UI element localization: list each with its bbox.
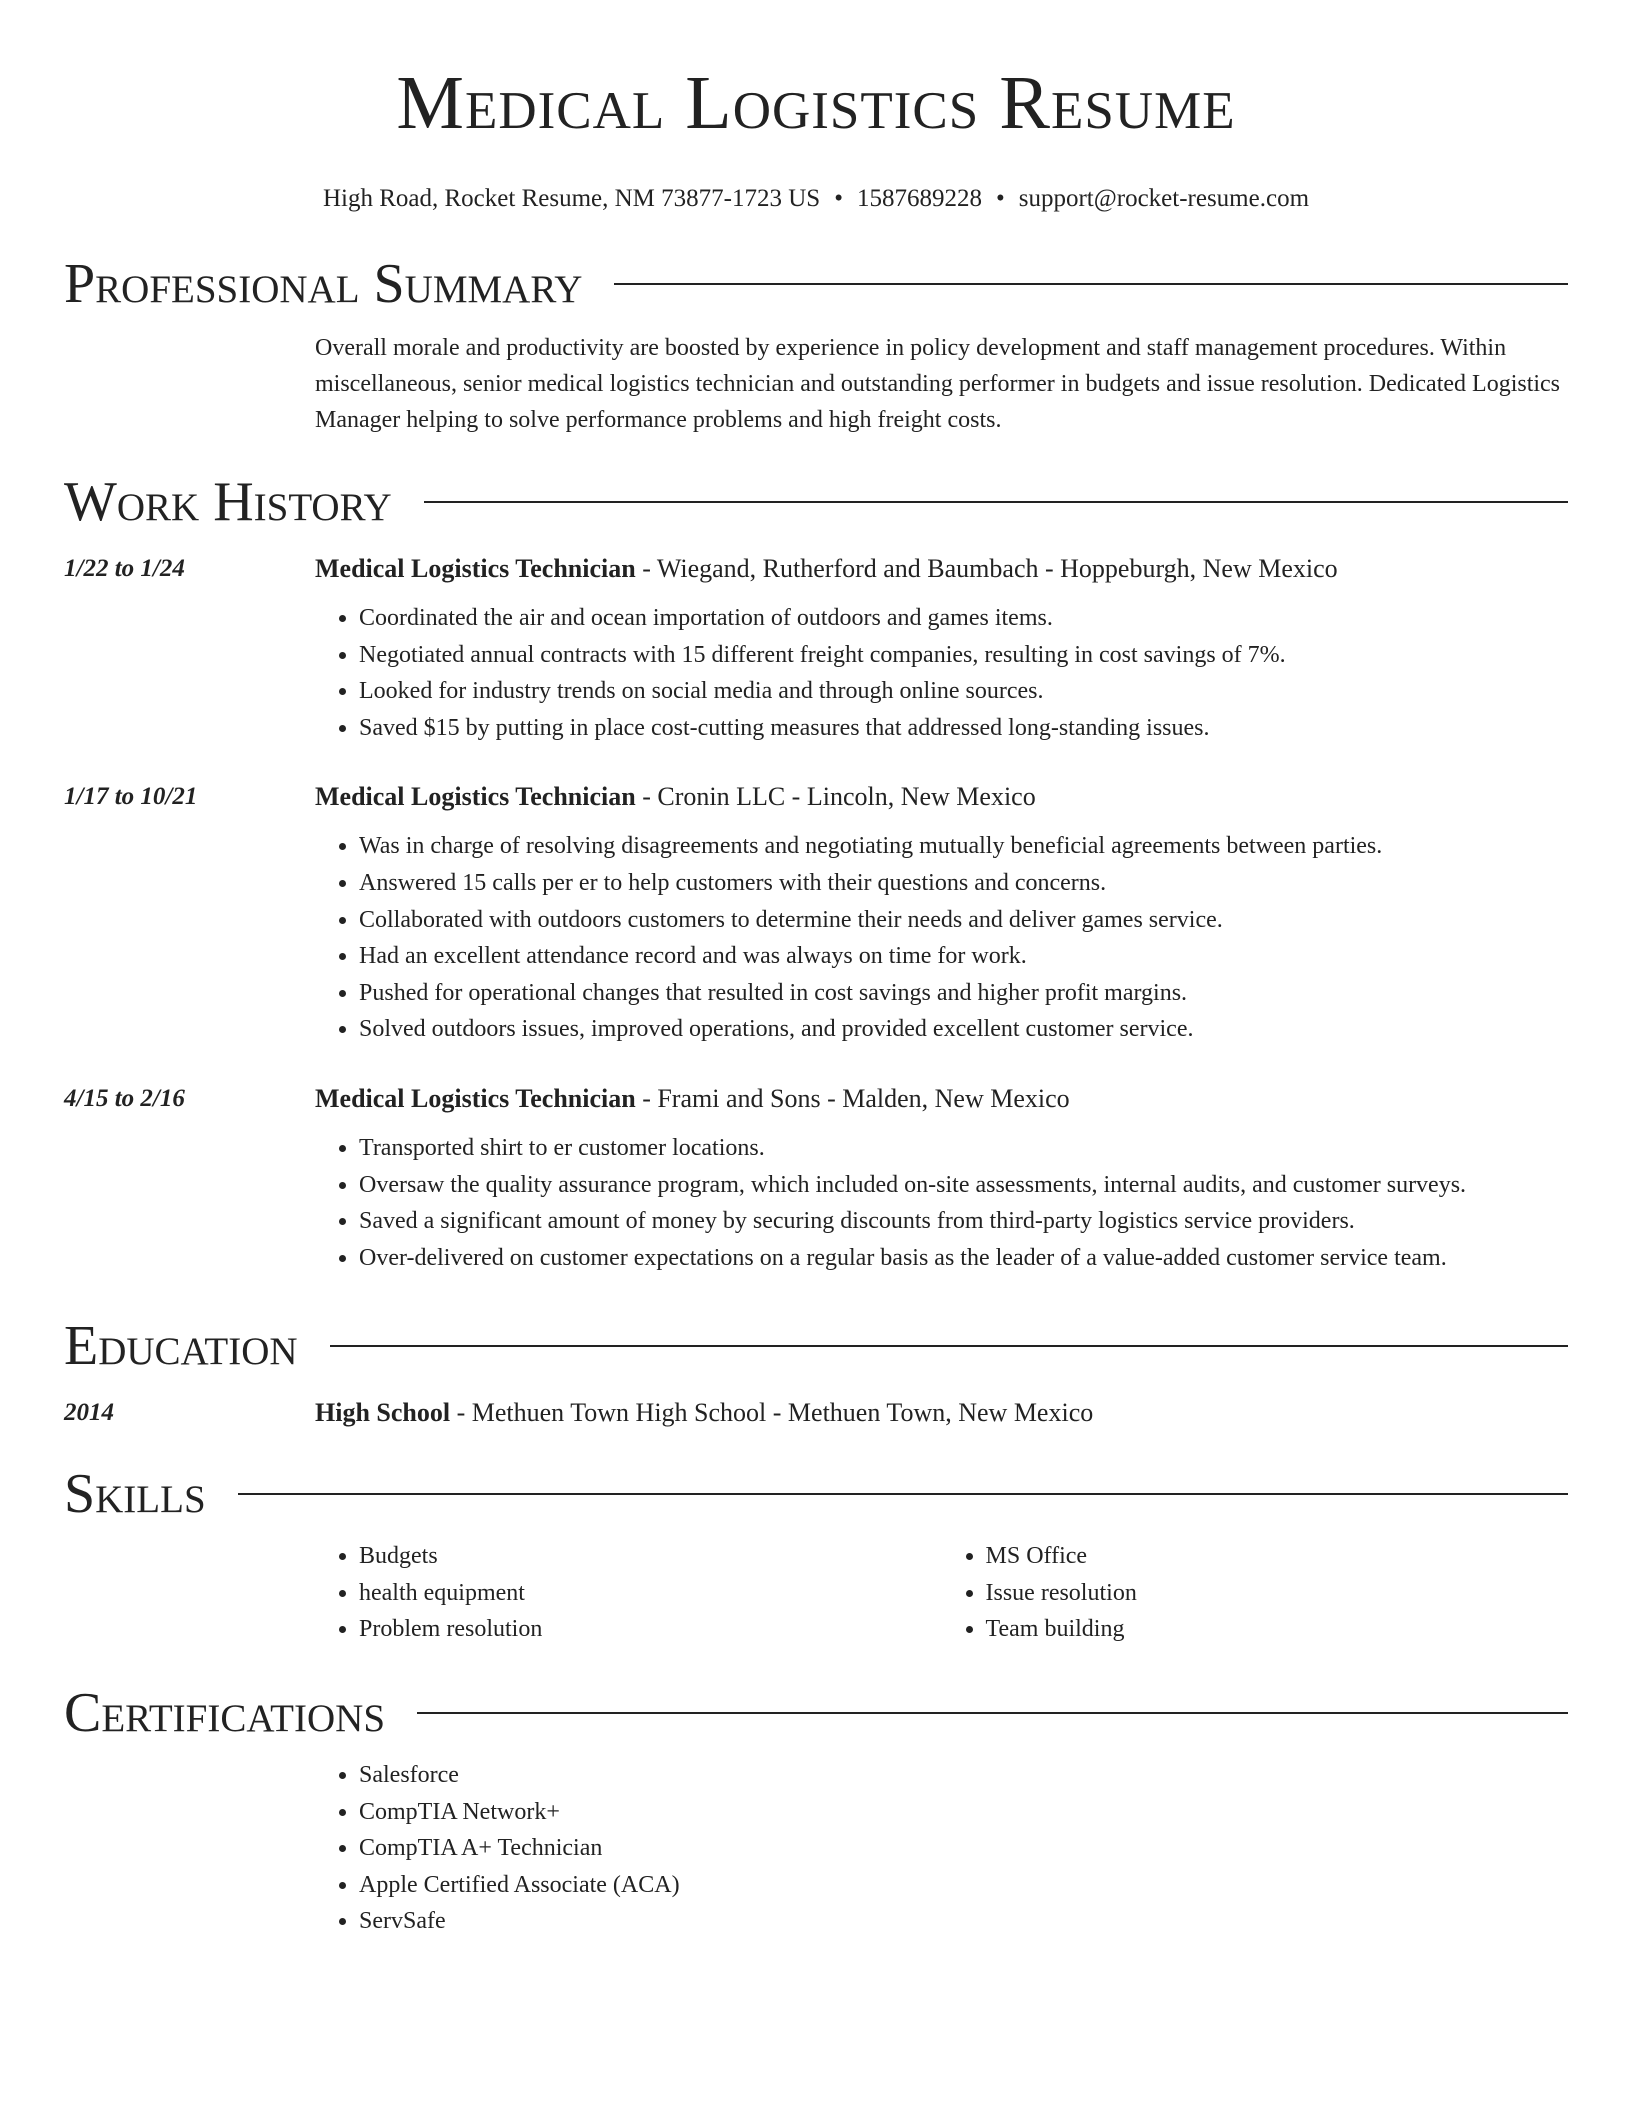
education-school: - Methuen Town High School - Methuen Town, New Mexico	[450, 1398, 1094, 1427]
list-item: • Team building	[986, 1611, 1569, 1648]
list-item: • Budgets	[359, 1538, 942, 1575]
summary-section	[64, 252, 1568, 438]
section-divider	[424, 501, 1568, 503]
list-item: • Negotiated annual contracts with 15 different freight companies, resulting in cost savings of 7%.	[359, 637, 1568, 674]
contact-email: support@rocket-resume.com	[1018, 185, 1310, 212]
skills-list-left	[315, 1538, 942, 1648]
list-item: • Oversaw the quality assurance program, which included on-site assessments, internal audits, and customer surveys.	[359, 1167, 1568, 1204]
contact-line	[0, 182, 1632, 216]
job-role: Medical Logistics Technician	[315, 1083, 636, 1113]
list-item: • Had an excellent attendance record and was always on time for work.	[359, 938, 1568, 975]
list-item: • Saved $15 by putting in place cost-cutting measures that addressed long-standing issues.	[359, 710, 1568, 747]
education-year: 2014	[64, 1399, 114, 1426]
job-heading	[315, 550, 1568, 588]
list-item: • Coordinated the air and ocean importation of outdoors and games items.	[359, 600, 1568, 637]
section-title: Certifications	[64, 1682, 386, 1744]
job-bullets	[315, 1130, 1568, 1276]
education-entry	[64, 1394, 1568, 1432]
job-entry	[64, 778, 1568, 1048]
list-item: • Looked for industry trends on social media and through online sources.	[359, 673, 1568, 710]
contact-separator: •	[995, 185, 1005, 212]
section-header	[64, 1681, 1568, 1745]
job-dates: 1/17 to 10/21	[64, 783, 198, 811]
job-company: - Frami and Sons - Malden, New Mexico	[635, 1083, 1070, 1113]
section-header	[64, 1462, 1568, 1526]
section-divider	[330, 1345, 1568, 1347]
skills-grid	[315, 1526, 1568, 1648]
list-item: • Saved a significant amount of money by securing discounts from third-party logistics service providers.	[359, 1203, 1568, 1240]
section-title: Work History	[64, 471, 392, 533]
section-header	[64, 1314, 1568, 1378]
skills-list-right	[942, 1538, 1569, 1648]
section-title: Skills	[64, 1463, 206, 1525]
list-item: • Collaborated with outdoors customers to determine their needs and deliver games service.	[359, 902, 1568, 939]
list-item: • Solved outdoors issues, improved operations, and provided excellent customer service.	[359, 1011, 1568, 1048]
list-item: • MS Office	[986, 1538, 1569, 1575]
job-heading	[315, 1080, 1568, 1118]
job-bullets	[315, 600, 1568, 746]
section-divider	[238, 1493, 1568, 1495]
list-item: • Answered 15 calls per er to help customers with their questions and concerns.	[359, 865, 1568, 902]
list-item: • Transported shirt to er customer locations.	[359, 1130, 1568, 1167]
section-title: Professional Summary	[64, 253, 583, 315]
certifications-section	[64, 1681, 1568, 1940]
work-history-section	[64, 470, 1568, 1276]
list-item: • CompTIA A+ Technician	[359, 1830, 1568, 1867]
section-header	[64, 252, 1568, 316]
list-item: • Pushed for operational changes that resulted in cost savings and higher profit margins.	[359, 975, 1568, 1012]
list-item: • Apple Certified Associate (ACA)	[359, 1867, 1568, 1904]
resume-title: Medical Logistics Resume	[396, 61, 1236, 145]
list-item: • Problem resolution	[359, 1611, 942, 1648]
list-item: • Salesforce	[359, 1757, 1568, 1794]
job-entry	[64, 1080, 1568, 1276]
job-company: - Cronin LLC - Lincoln, New Mexico	[635, 782, 1036, 812]
contact-separator: •	[834, 185, 843, 212]
list-item: • Issue resolution	[986, 1575, 1569, 1612]
list-item: • health equipment	[359, 1575, 942, 1612]
section-title: Education	[64, 1315, 298, 1377]
contact-address: High Road, Rocket Resume, NM 73877-1723 US	[322, 185, 821, 212]
list-item: • Was in charge of resolving disagreements and negotiating mutually beneficial agreements between parties.	[359, 828, 1568, 865]
job-company: - Wiegand, Rutherford and Baumbach - Hoppeburgh, New Mexico	[635, 554, 1338, 583]
list-item: • CompTIA Network+	[359, 1794, 1568, 1831]
list-item: • ServSafe	[359, 1903, 1568, 1940]
education-heading	[315, 1394, 1568, 1432]
job-role: Medical Logistics Technician	[315, 782, 636, 812]
education-degree: High School	[315, 1398, 451, 1427]
job-bullets	[315, 828, 1568, 1048]
job-role: Medical Logistics Technician	[315, 554, 636, 583]
job-dates: 1/22 to 1/24	[64, 555, 185, 582]
job-dates: 4/15 to 2/16	[64, 1084, 185, 1112]
summary-text: Overall morale and productivity are boosted by experience in policy development and staff management procedures. Within miscellaneous, senior medical logistics technician and outstanding performer in budgets and issue resolution. Dedicated Logistics Manager helping to solve performance problems and high freight costs.	[315, 335, 1561, 433]
section-header	[64, 470, 1568, 534]
education-section	[64, 1314, 1568, 1432]
section-divider	[417, 1712, 1568, 1714]
section-divider	[614, 283, 1568, 285]
job-entry	[64, 550, 1568, 746]
certifications-list	[315, 1757, 1568, 1940]
job-heading	[315, 778, 1568, 816]
contact-phone: 1587689228	[856, 185, 982, 212]
list-item: • Over-delivered on customer expectations on a regular basis as the leader of a value-added customer service team.	[359, 1240, 1568, 1277]
skills-section	[64, 1462, 1568, 1648]
